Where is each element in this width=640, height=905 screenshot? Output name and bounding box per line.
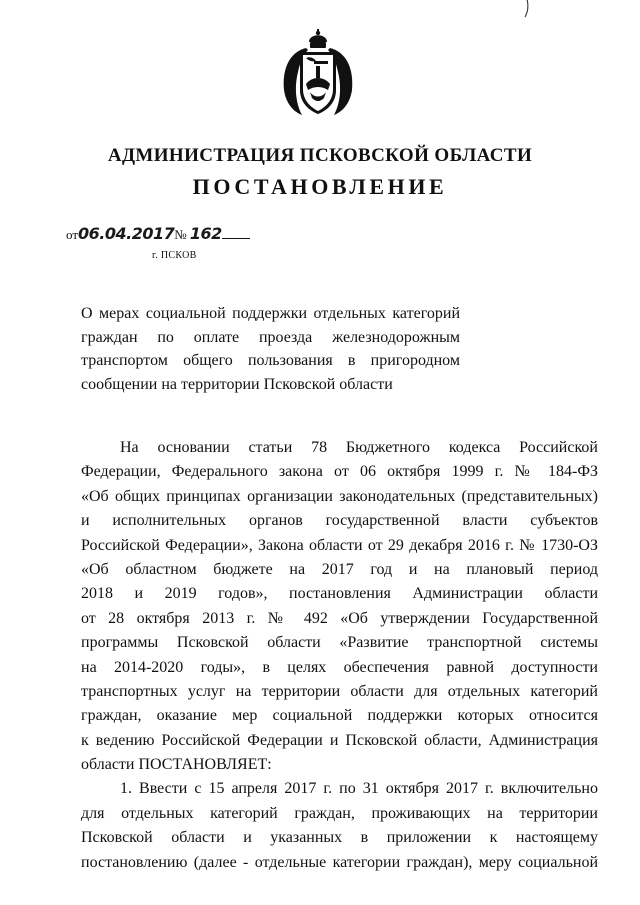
subject-line: граждан по оплате проезда железнодорожным bbox=[81, 328, 460, 346]
subject-line: сообщении на территории Псковской области bbox=[81, 375, 393, 393]
body-line: «Об областном бюджете на 2017 год и на плановый период bbox=[81, 560, 598, 578]
handwritten-number: 162 bbox=[189, 224, 222, 243]
body-line: программы Псковской области «Развитие транспортной системы bbox=[81, 634, 598, 652]
body-line: постановлению (далее - отдельные категории граждан), меру социальной bbox=[81, 853, 598, 871]
pen-mark bbox=[522, 0, 532, 18]
body-line: Российской Федерации», Закона области от 29 декабря 2016 г. № 1730-ОЗ bbox=[81, 536, 598, 554]
body-line: Псковской области и указанных в приложении к настоящему bbox=[81, 829, 598, 847]
body-line: 1. Ввести с 15 апреля 2017 г. по 31 октября 2017 г. включительно bbox=[120, 780, 598, 798]
subject-line: О мерах социальной поддержки отдельных категорий bbox=[81, 305, 460, 322]
document-type-title: ПОСТАНОВЛЕНИЕ bbox=[192, 174, 448, 199]
body-line: от 28 октября 2013 г. № 492 «Об утверждении Государственной bbox=[81, 609, 598, 627]
body-line: для отдельных категорий граждан, проживающих на территории bbox=[81, 804, 598, 822]
body-line: 2018 и 2019 годов», постановления Администрации области bbox=[81, 585, 598, 603]
date-number-line bbox=[66, 224, 250, 243]
body-line: на 2014-2020 годы», в целях обеспечения равной доступности bbox=[81, 658, 598, 676]
document-body bbox=[81, 436, 598, 875]
document-subject bbox=[81, 302, 460, 396]
number-prefix: № bbox=[174, 227, 187, 242]
signature-underline bbox=[222, 238, 250, 239]
body-line: «Об общих принципах организации законодательных (представительных) bbox=[81, 487, 598, 505]
date-prefix: от bbox=[66, 227, 79, 242]
body-line: На основании статьи 78 Бюджетного кодекса Российской bbox=[120, 439, 598, 456]
organization-title: АДМИНИСТРАЦИЯ ПСКОВСКОЙ ОБЛАСТИ bbox=[107, 145, 533, 166]
coat-of-arms-emblem bbox=[276, 28, 360, 118]
city-label: г. ПСКОВ bbox=[152, 250, 197, 261]
body-line: граждан, оказание мер социальной поддержки которых относится bbox=[81, 707, 598, 725]
body-line: и исполнительных органов государственной власти субъектов bbox=[81, 512, 598, 530]
handwritten-date: 06.04.2017 bbox=[78, 224, 175, 243]
body-line: к ведению Российской Федерации и Псковской области, Администрация bbox=[81, 731, 598, 749]
body-line: Федерации, Федерального закона от 06 октября 1999 г. № 184-ФЗ bbox=[81, 463, 598, 481]
body-line: транспортных услуг на территории области для отдельных категорий bbox=[81, 682, 598, 700]
subject-line: транспортом общего пользования в пригородном bbox=[81, 352, 460, 369]
body-line: области ПОСТАНОВЛЯЕТ: bbox=[81, 756, 272, 774]
